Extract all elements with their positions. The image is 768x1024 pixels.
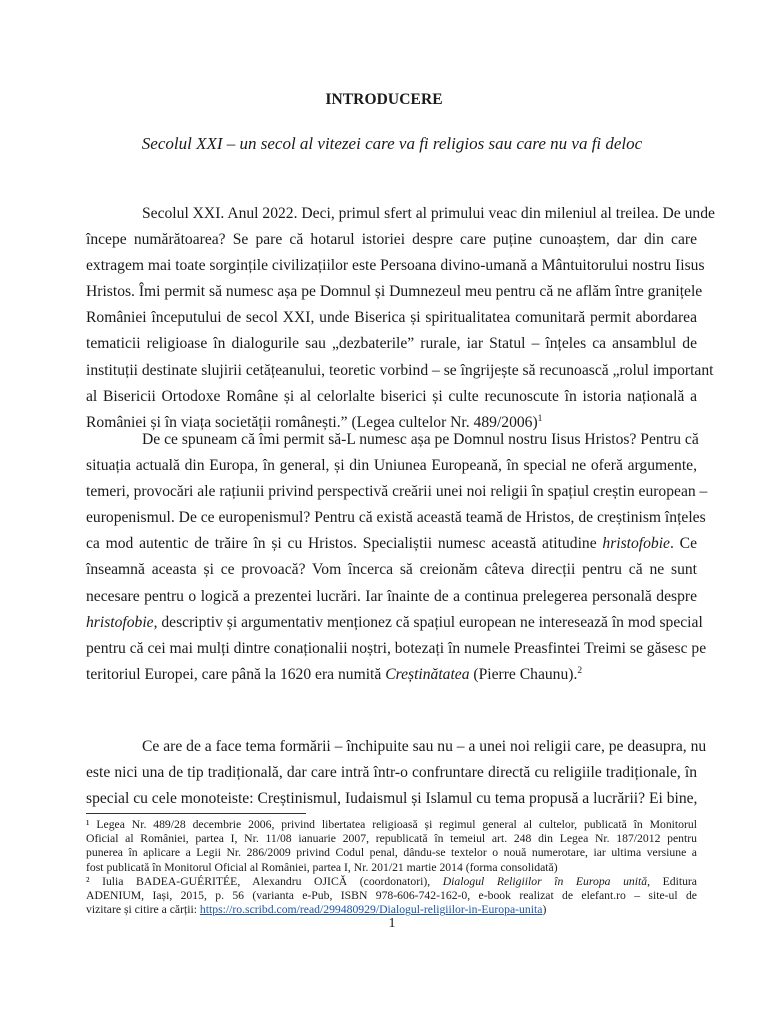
text-fragment: ca mod autentic de trăire în și cu Hristos. Specialiștii numesc această atitudine [86, 535, 603, 553]
text-fragment: . Ce [669, 535, 697, 553]
text-line: extragem mai toate sorgințile civilizațiilor este Persoana divino-umană a Mântuitorului nostru Iisus [86, 257, 705, 275]
text-fragment: ) [542, 903, 547, 917]
text-line: pentru că cei mai mulți dintre conaționalii noștri, botezați în numele Preasfintei Treimi se găsesc pe [86, 639, 707, 657]
italic-term: hristofobie [86, 613, 154, 631]
italic-term: Creștinătatea [385, 665, 470, 683]
paragraph-3 [86, 734, 707, 812]
text-line: înseamnă aceasta și ce provoacă? Vom încerca să creionăm câteva direcții pentru că ne sunt [86, 561, 697, 579]
text-line: Ce are de a face tema formării – închipuite sau nu – a unei noi religii care, pe deasupra, nu [142, 738, 707, 755]
text-fragment: ² Iulia BADEA-GUÉRITÉE, Alexandru OJICĂ (coordonatori), [86, 875, 443, 888]
footnote-line: fost publicată în Monitorul Oficial al României, partea I, Nr. 201/21 martie 2014 (forma consolidată) [86, 860, 558, 874]
text-fragment: teritoriul Europei, care până la 1620 era numită [86, 665, 386, 683]
text-line: temeri, provocări ale rațiunii privind perspectivă creării unei noi religii în spațiul creștin european – [86, 483, 708, 501]
text-line: instituții destinate slujirii cetățeanului, teoretic vorbind – se îngrijește să recunoască „rolul important [86, 361, 714, 379]
footnote-1 [86, 818, 697, 875]
text-fragment: , Editura [647, 875, 697, 888]
text-line: special cu cele monoteiste: Creștinismul, Iudaismul și Islamul cu tema propusă a lucrării? Ei bine, [86, 790, 698, 808]
page-heading: INTRODUCERE [325, 91, 443, 108]
paragraph-1 [86, 201, 715, 436]
text-line: tematicii religioase în dialogurile sau „dezbaterile” rurale, iar Statul – înțeles ca ansamblul de [86, 335, 697, 353]
footnote-2 [86, 875, 697, 918]
text-line [86, 662, 697, 688]
footnote-line: punerea în aplicare a Legii Nr. 286/2009 privind Codul penal, dându-se textelor o nouă numerotare, iar ultima versiune a [86, 846, 697, 860]
text-line: Hristos. Îmi permit să numesc așa pe Domnul și Dumnezeul meu pentru că ne aflăm între granițele [86, 283, 703, 301]
footnote-line: ADENIUM, Iași, 2015, p. 56 (varianta e-Pub, ISBN 978-606-742-162-0, e-book realizat de elefant.ro – site-ul de [86, 889, 697, 903]
text-line: al Bisericii Ortodoxe Române și al celorlalte biserici și culte recunoscute în istoria națională a [86, 387, 697, 405]
page-number: 1 [388, 916, 396, 931]
text-line: necesare pentru o logică a prezentei lucrări. Iar înainte de a continua prelegerea personală despre [86, 587, 697, 605]
footnote-ref-2[interactable]: 2 [577, 665, 583, 676]
text-line: începe numărătoarea? Se pare că hotarul istoriei despre care puține cunoaștem, dar din care [86, 231, 697, 249]
footnote-line: Oficial al României, partea I, Nr. 11/08 ianuarie 2007, republicată în temeiul art. 248 din Legea Nr. 187/2012 pentru [86, 832, 697, 846]
paragraph-2 [86, 427, 708, 688]
text-line: situația actuală din Europa, în general, și din Uniunea Europeană, în special ne oferă argumente, [86, 457, 697, 475]
footnote-line: ¹ Legea Nr. 489/28 decembrie 2006, privind libertatea religioasă și regimul general al cultelor, publicată în Monitorul [86, 818, 697, 831]
footnote-ref-1[interactable]: 1 [537, 413, 543, 424]
book-title: Dialogul Religiilor în Europa unită [442, 875, 648, 888]
text-fragment: vizitare și citire a cărții: [86, 903, 200, 917]
scribd-link[interactable]: https://ro.scribd.com/read/299480929/Dialogul-religiilor-in-Europa-unita [199, 903, 543, 917]
italic-term: hristofobie [602, 535, 670, 553]
footnote-line [86, 875, 697, 889]
footnote-separator [86, 813, 306, 814]
text-line [86, 610, 703, 636]
page-subtitle: Secolul XXI – un secol al vitezei care va fi religios sau care nu va fi deloc [141, 134, 643, 153]
text-line: Secolul XXI. Anul 2022. Deci, primul sfert al primului veac din mileniul al treilea. De unde [142, 205, 715, 222]
text-line: europenismul. De ce europenismul? Pentru că există această teamă de Hristos, de creștinism înțeles [86, 509, 706, 527]
text-line [86, 531, 697, 557]
text-fragment: (Pierre Chaunu). [469, 665, 578, 683]
text-fragment: , descriptiv și argumentativ menționez că spațiul european ne interesează în mod special [153, 613, 703, 631]
text-line: este nici una de tip tradițională, dar care intră într-o confruntare directă cu religiile tradiționale, în [86, 764, 697, 782]
text-line: României începutului de secol XXI, unde Biserica și spiritualitatea comunitară permit abordarea [86, 309, 697, 327]
text-line: De ce spuneam că îmi permit să-L numesc așa pe Domnul nostru Iisus Hristos? Pentru că [142, 431, 699, 448]
text-fragment: României și în viața societății românești.” (Legea cultelor Nr. 489/2006) [86, 413, 538, 431]
